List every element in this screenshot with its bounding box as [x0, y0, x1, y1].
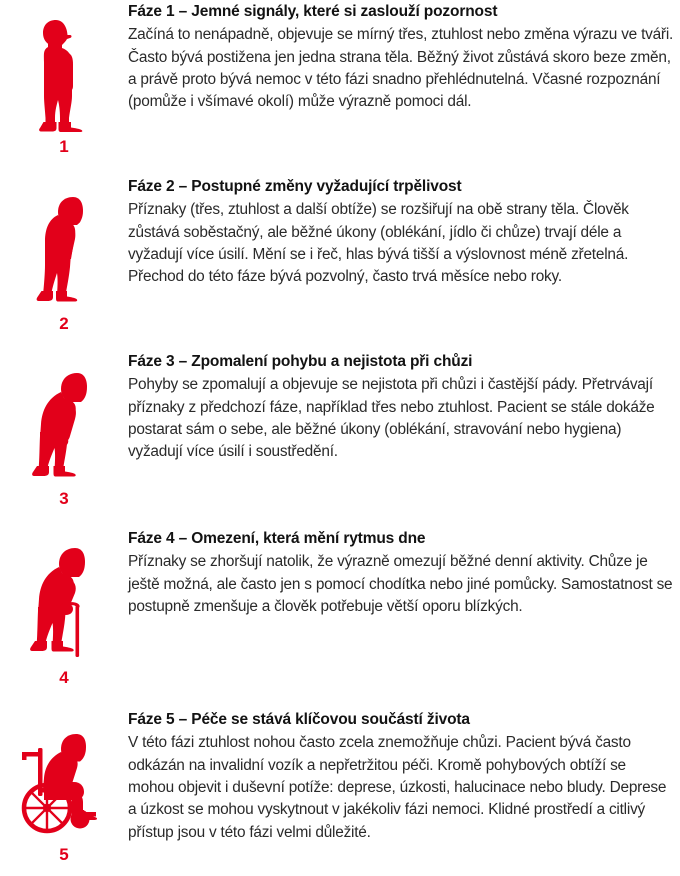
standing-person-icon — [28, 14, 100, 134]
phase-title: Fáze 4 – Omezení, která mění rytmus dne — [128, 530, 426, 547]
phase-text-column — [128, 529, 680, 618]
phase-icon-column — [0, 2, 128, 155]
phase-title: Fáze 1 – Jemné signály, které si zaslouží pozornost — [128, 3, 498, 20]
phase-number: 4 — [59, 668, 69, 687]
phase-text-column — [128, 2, 680, 114]
phase-text-column — [128, 177, 680, 289]
phase-number: 5 — [59, 845, 69, 864]
phase-row — [0, 529, 680, 686]
phase-description: V této fázi ztuhlost nohou často zcela znemožňuje chůzi. Pacient bývá často odkázán na invalidní vozík a nepřetržitou péči. Kromě pohybových obtíží se mohou objevit i duševní potíže: deprese, úzkosti, halucinace nebo bludy. Deprese a úzkost se mohou vyskytnout v jakékoliv fázi nemoci. Klidné prostředí a citlivý přístup jsou v této fázi velmi důležité. — [128, 734, 667, 841]
phase-title: Fáze 2 – Postupné změny vyžadující trpělivost — [128, 178, 462, 195]
phase-title: Fáze 3 – Zpomalení pohybu a nejistota při chůzi — [128, 353, 473, 370]
phase-description: Pohyby se zpomalují a objevuje se nejistota při chůzi i častější pády. Přetrvávají příznaky z předchozí fáze, například třes nebo ztuhlost. Pacient se stále dokáže postarat sám o sebe, ale běžné úkony (oblékání, stravování nebo hygiena) vyžadují více úsilí i soustředění. — [128, 376, 655, 461]
phase-icon-column — [0, 177, 128, 332]
stooped-person-icon — [23, 368, 105, 486]
phase-icon-column — [0, 529, 128, 686]
phase-title: Fáze 5 – Péče se stává klíčovou součástí života — [128, 711, 470, 728]
phase-number: 3 — [59, 489, 69, 508]
phase-text-column — [128, 352, 680, 464]
phase-row — [0, 2, 680, 155]
phase-icon-column — [0, 710, 128, 863]
slightly-stooped-person-icon — [25, 193, 103, 311]
phase-number: 1 — [59, 137, 69, 156]
phase-description: Začíná to nenápadně, objevuje se mírný třes, ztuhlost nebo změna výrazu ve tváři. Často bývá postižena jen jedna strana těla. Běžný život zůstává skoro beze změn, a právě proto bývá nemoc v této fázi snadno přehlédnutelná. Včasné rozpoznání (pomůže i všímavé okolí) může výrazně pomoci dál. — [128, 26, 674, 111]
phase-description: Příznaky se zhoršují natolik, že výrazně omezují běžné denní aktivity. Chůze je ještě možná, ale často jen s pomocí chodítka nebo jiné pomůcky. Samostatnost se postupně zmenšuje a člověk potřebuje větší oporu blízkých. — [128, 553, 673, 615]
phase-row — [0, 710, 680, 863]
phase-row — [0, 352, 680, 507]
phase-icon-column — [0, 352, 128, 507]
phases-infographic — [0, 2, 680, 876]
person-in-wheelchair-icon — [14, 726, 114, 842]
phase-text-column — [128, 710, 680, 844]
phase-description: Příznaky (třes, ztuhlost a další obtíže) se rozšiřují na obě strany těla. Člověk zůstává soběstačný, ale běžné úkony (oblékání, jídlo či chůze) trvají déle a vyžadují více úsilí. Mění se i řeč, hlas bývá tišší a výslovnost méně zřetelná. Přechod do této fáze bývá pozvolný, často trvá měsíce nebo roky. — [128, 201, 629, 286]
phase-number: 2 — [59, 314, 69, 333]
phase-row — [0, 177, 680, 332]
person-with-cane-icon — [20, 543, 108, 665]
